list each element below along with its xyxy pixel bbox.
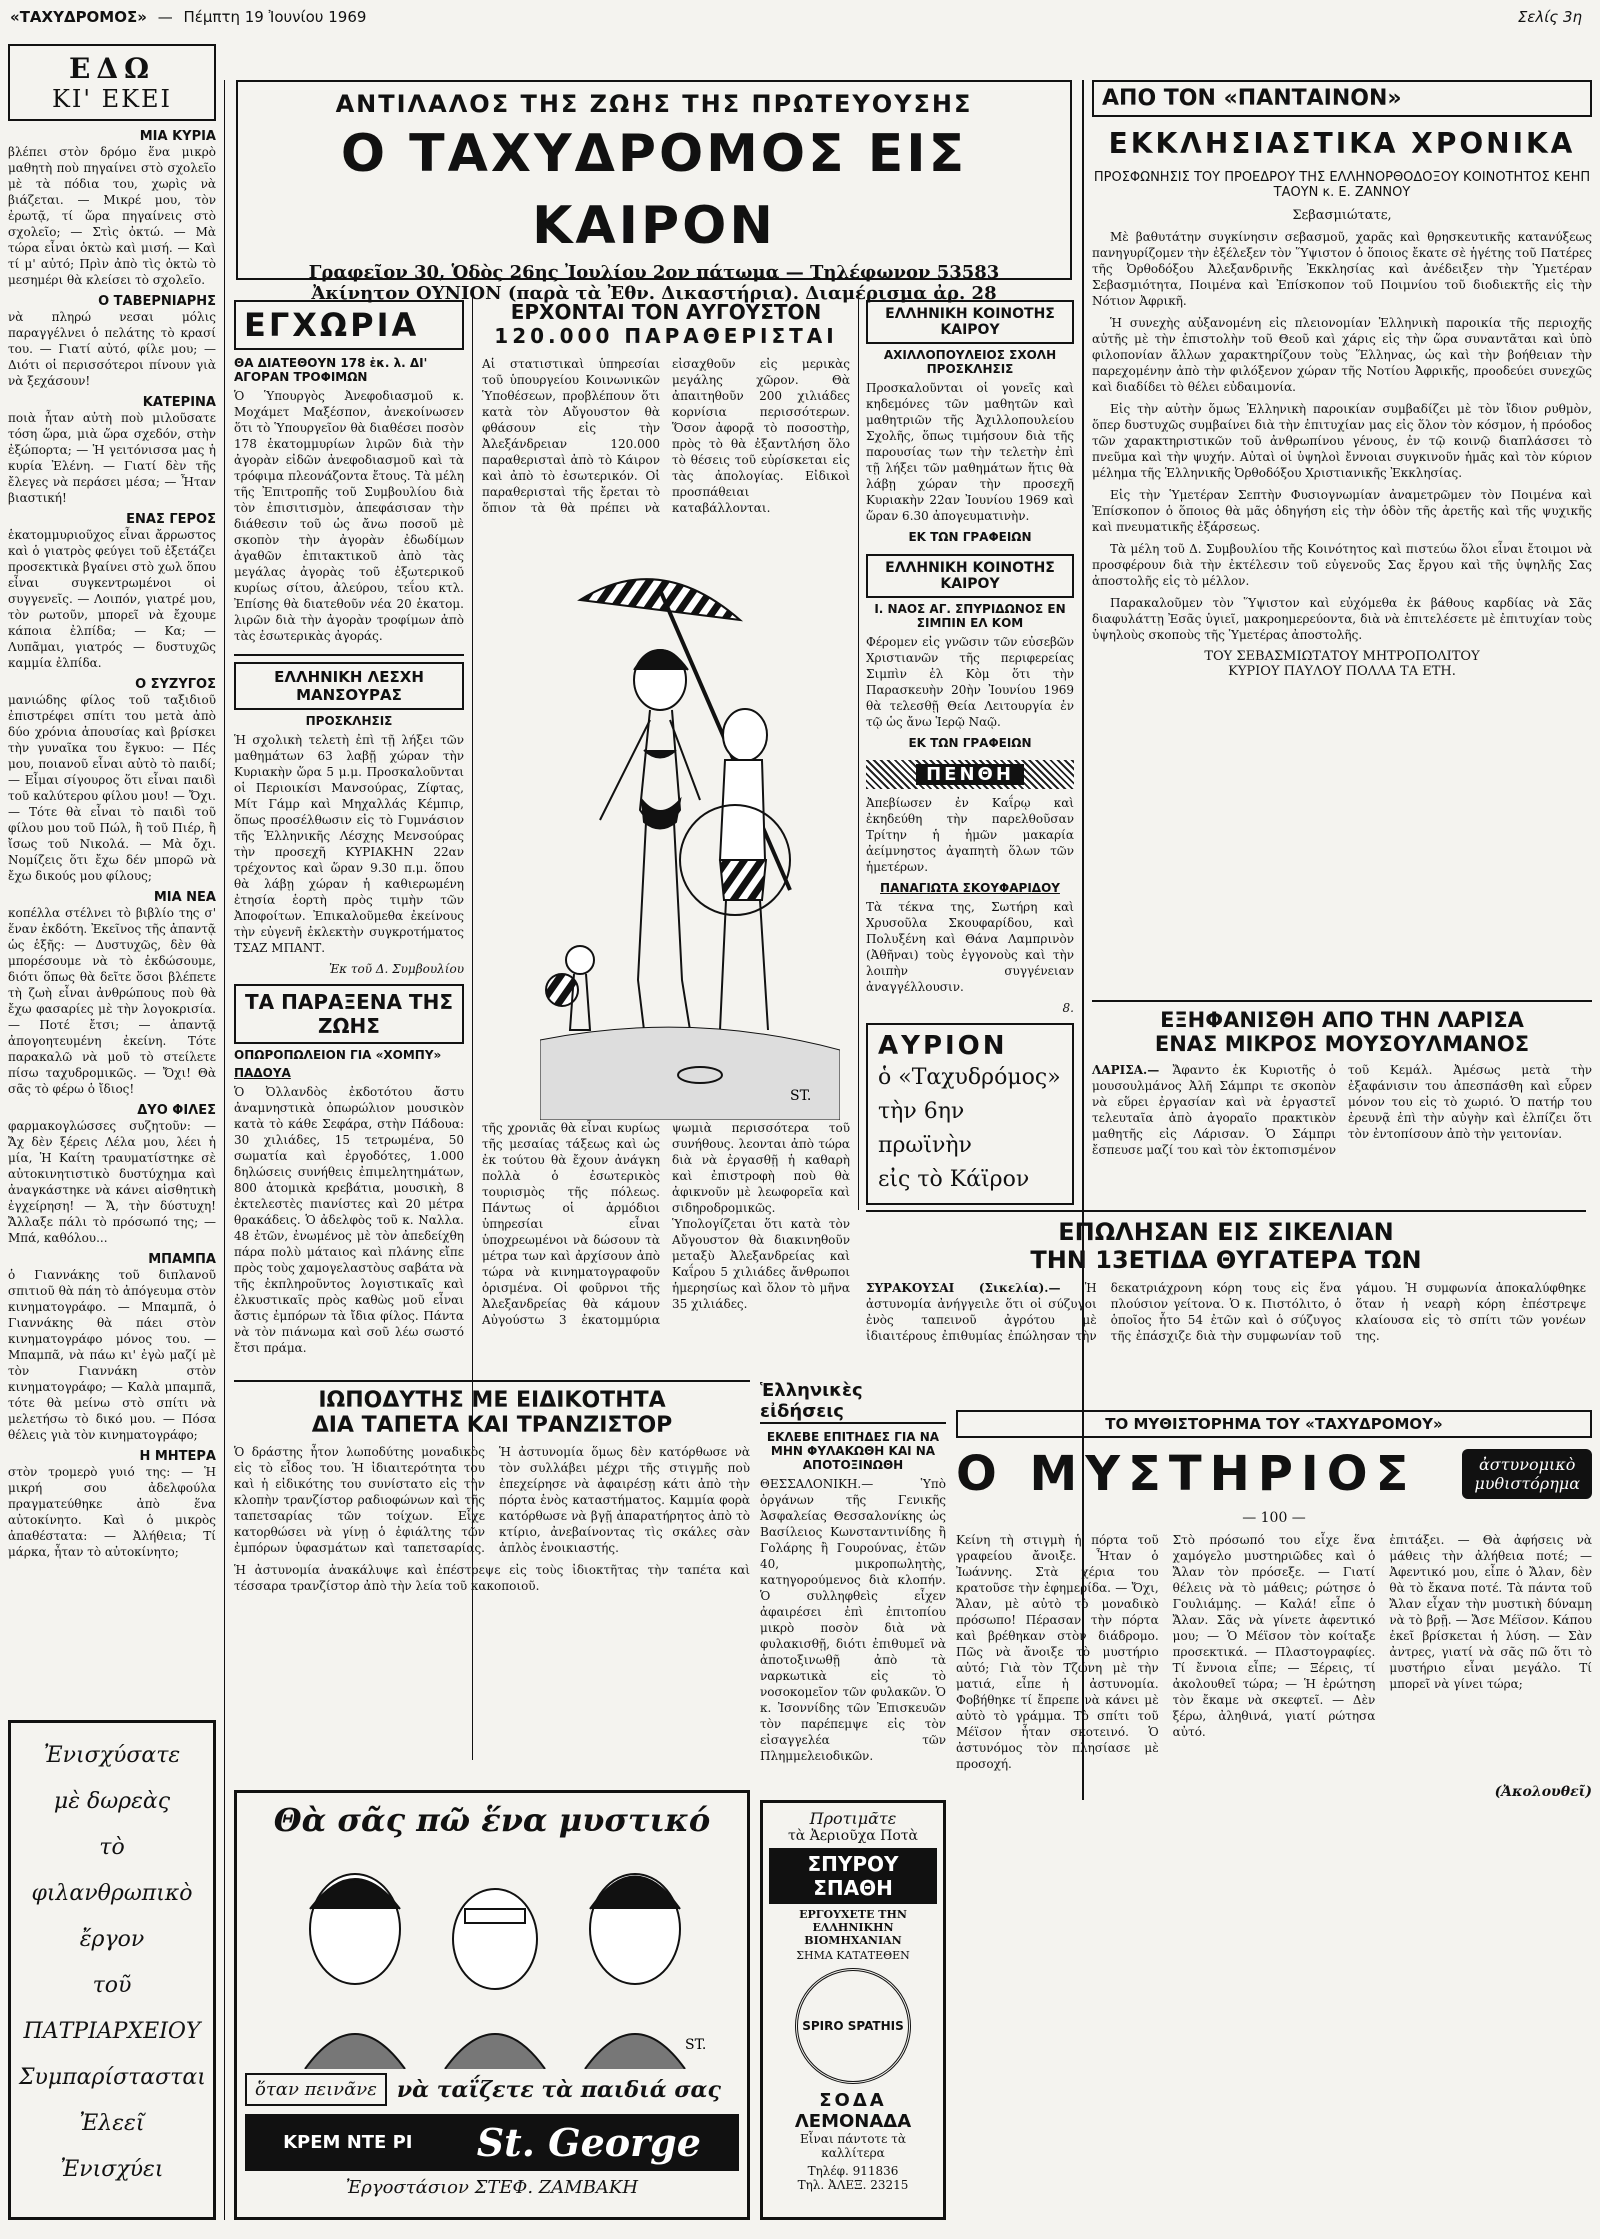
eda-title: ΕΔΩ (69, 52, 155, 85)
novel-genre-badge (1462, 1449, 1592, 1499)
novel-continued: (Ἀκολουθεῖ) (1494, 1784, 1592, 1800)
patriarchate-appeal (8, 1720, 216, 2220)
koinotis-sign-2: ΕΚ ΤΩΝ ΓΡΑΦΕΙΩΝ (908, 736, 1032, 750)
anecdote-text: νὰ πληρώ νεσαι μόλις παραγγέλνει ὁ πελάτης τὸ κρασί του. — Γιατί αὐτό, φίλε μου; — Διότι οἱ περισσότεροι πίνουν γιὰ νὰ ξεχάσουν! (8, 310, 216, 388)
child-figure (546, 946, 594, 1030)
anecdote-item (8, 677, 216, 884)
anecdotes-list (8, 129, 216, 1560)
greek-news-headline: ΕΚΛΕΒΕ ΕΠΙΤΗΔΕΣ ΓΙΑ ΝΑ ΜΗΝ ΦΥΛΑΚΩΘΗ ΚΑΙ ΝΑ ΑΠΟΤΟΞΙΝΩΘΗ (766, 1430, 940, 1472)
appeal-line: μὲ δωρεὰς (53, 1789, 171, 1814)
spathis-phone-1: Τηλέφ. 911836 (807, 2164, 899, 2178)
sicily-title-1: ΕΠΩΛΗΣΑΝ ΕΙΣ ΣΙΚΕΛΙΑΝ (1058, 1218, 1394, 1246)
mansoura-club-title: ΕΛΛΗΝΙΚΗ ΛΕΣΧΗ ΜΑΝΣΟΥΡΑΣ (234, 662, 464, 710)
spathis-seal-text: SPIRO SPATHIS (802, 2019, 904, 2033)
anecdote-item (8, 395, 216, 506)
novel-title: Ο ΜΥΣΤΗΡΙΟΣ (956, 1446, 1417, 1502)
larisa-title-1: ΕΞΗΦΑΝΙΣΘΗ ΑΠΟ ΤΗΝ ΛΑΡΙΣΑ (1160, 1008, 1524, 1032)
egchoria-heading (234, 300, 464, 350)
appeal-line: Συμπαρίστασται (19, 2065, 206, 2090)
holiday-title-1: ΕΡΧΟΝΤΑΙ ΤΟΝ ΑΥΓΟΥΣΤΟΝ (510, 300, 822, 324)
family-illustration (245, 1839, 741, 2069)
novel-columns (956, 1532, 1592, 1778)
sicily-body: Ἡ ἀστυνομία ἀνήγγειλε ὅτι οἱ σύζυγοι ἐνὸς ταπεινοῦ ἀγρότου μὲ ἰδιαιτέρους ἐπιθυμίας ἐπώλησαν τὴν δεκατριάχρονη κόρη τους εἰς ἕνα πλούσιον γείτονα. Ὁ κ. Πιστόλιτο, ὁ ὁποῖος ἦτο 54 ἐτῶν καὶ ὁ σύζυγος τῆς ἐπάσχιζε διὰ τὴν συμφωνίαν τοῦ γάμου. Ἡ συμφωνία ἀποκαλύφθηκε ὅταν ἡ νεαρὴ κόρη ἐπέστρεψε κλαίουσα εἰς τὸ σπίτι τῶν γονέων της. (866, 1281, 1586, 1343)
appeal-line: τὸ φιλανθρωπικὸ (31, 1835, 193, 1906)
koinotis-subtitle-1: ΑΧΙΛΛΟΠΟΥΛΕΙΟΣ ΣΧΟΛΗ ΠΡΟΣΚΛΗΣΙΣ (883, 348, 1057, 376)
tomorrow-title: ΑΥΡΙΟΝ (878, 1031, 1008, 1061)
appeal-line: Ἐνισχύσατε (43, 1743, 181, 1768)
novel-episode: — 100 — (1242, 1510, 1306, 1526)
ecclesiastical-paragraph: Τὰ μέλη τοῦ Δ. Συμβουλίου τῆς Κοινότητος καὶ πιστεύω ὅλοι εἶναι ἔτοιμοι νὰ προσφέρουν διὰ τὴν ἐκτέλεσιν τοῦ εὐγενοῦς Σας ἔργου καὶ τῆς ὑψηλῆς Σας ἀποστολῆς εἰς τὸ μέλλον. (1092, 542, 1592, 588)
koinotis-sign-1: ΕΚ ΤΩΝ ΓΡΑΦΕΙΩΝ (908, 530, 1032, 544)
pantainon-box (1092, 80, 1592, 117)
ecclesiastical-title: ΕΚΚΛΗΣΙΑΣΤΙΚΑ ΧΡΟΝΙΚΑ (1108, 127, 1576, 160)
koinotis-title-1: ΕΛΛΗΝΙΚΗ ΚΟΙΝΟΤΗΣ ΚΑΙΡΟΥ (866, 300, 1074, 344)
sicily-text (866, 1280, 1586, 1344)
spathis-ad (760, 1800, 946, 2220)
sand-ground (540, 1027, 840, 1120)
novel-column: Κείνη τὴ στιγμὴ ἡ πόρτα τοῦ γραφείου ἄνοιξε. Ἦταν ὁ Ἰωάννης. Στὰ χέρια του κρατοῦσε τὴν ἐφημερίδα. — Ὄχι, Ἄλαν, μὲ αὐτὸ τὸ μοναδικὸ πρόσωπο! Πέρασαν τὴν πόρτα καὶ βρέθηκαν στὸν διάδρομο. Πῶς νὰ ἄνοιξε τὸ μυστήριο αὐτό; Γιὰ τὸν Τζώνη μὲ τὴν ματιά, εἶπε ἡ ἀστυνομία. Φοβήθηκε τί ἔπρεπε νὰ κάνει μὲ αὐτὸ τὸ γράμμα. Τὸ σπίτι τοῦ Μέϊσον ἦταν σκοτεινό. Ὁ ἀστυνόμος τὸν πλησίασε μὲ προσοχή. (956, 1533, 1159, 1771)
ecclesiastical-paragraph: Μὲ βαθυτάτην συγκίνησιν σεβασμοῦ, χαρᾶς καὶ θρησκευτικῆς κατανύξεως πανηγυρίζομεν τὴν ἐξέλεξεν τὸν Ὕψιστον ὁ ὅποιος ἔκατε σὲ ἡγέτης τοῦ Πατέρες τῆς Ὀρθοδόξου Ἀλεξανδρινῆς Ἐκκλησίας καὶ ἀνέδειξεν τὴν Ὑμετέραν Σεβασμιότητα, Ποιμένα καὶ Ἐπίσκοπον τοῦ Ποιμνίου τοῦ διοδιεκτῆς εἰς τὴν Νότιον Ἀφρικῆ. (1092, 230, 1592, 308)
paraxena-place: ΠΑΔΟΥΑ (234, 1066, 291, 1080)
wallpaper-title-1: ΙΩΠΟΔΥΤΗΣ ΜΕ ΕΙΔΙΚΟΤΗΤΑ (318, 1388, 666, 1413)
appeal-line: τοῦ (92, 1973, 132, 1998)
novel-genre-1: ἀστυνομικὸ (1478, 1455, 1576, 1474)
masthead (236, 80, 1072, 304)
eda-ki-ekei-heading (8, 44, 216, 121)
larisa-body: Ἄφαντο ἐκ Κυριοτῆς ὁ μουσουλμάνος Ἀλῆ Σάμπρι τε σκοπὸν νὰ εὕρει ἐργασίαν καὶ νὰ ἐργαστεῖ τελευταῖα ἀπὸ ἀγοραῖο πρακτικὸν μαθητῆς εἰς Λάρισαν. Ὁ Σάμπρι ἔσπευσε μαζί του καὶ τὸν ἐκτοπισμένον τοῦ Κεμάλ. Ἀμέσως μετὰ τὴν ἐξαφάνισιν του ἀπεσπάσθη καὶ εὗρεν μόνον του εἰς τὸ χωριό. Ὁ πατήρ του ἐρευνᾷ ἐπὶ τὴν αὐγὴν καὶ ἐλπίζει ὅτι τὸν ἐντοπίσουν ἀπὸ τὴν γειτονίαν. (1092, 1063, 1592, 1157)
appeal-line: ἔργον (79, 1927, 145, 1952)
ki-ekei-title: ΚΙ' ΕΚΕΙ (51, 85, 173, 113)
paraxena-subtitle: ΟΠΩΡΟΠΩΛΕΙΟΝ ΓΙΑ «ΧΟΜΠΥ» (234, 1048, 442, 1062)
spathis-trademark: ΣΗΜΑ ΚΑΤΑΤΕΘΕΝ (796, 1949, 910, 1962)
greek-news (760, 1380, 946, 1770)
koinotis-subtitle-2: Ι. ΝΑΟΣ ΑΓ. ΣΠΥΡΙΔΩΝΟΣ ΕΝ ΣΙΜΠΙΝ ΕΛ ΚΟΜ (874, 602, 1066, 630)
greek-news-text: ΘΕΣΣΑΛΟΝΙΚΗ.— Ὑπὸ ὀργάνων τῆς Γενικῆς Ἀσφαλείας Θεσσαλονίκης ὡς Βασίλειος Κωνσταντινίδης ἢ Γολάρης ἢ Γουρούνας, ἐτῶν 40, μικροπωλητὴς, κατηγορούμενος διὰ κλοπήν. Ὁ συλληφθεὶς εἶχεν ἀφαιρέσει ἐπὶ ἐπιτοπίου μικρὸ ποσὸν διὰ νὰ φυλακισθῇ, διότι ἐπιθυμεῖ νὰ ἀποτοξινωθῇ ἀπὸ τὰ ναρκωτικὰ εἰς τὸ νοσοκομεῖον τῶν φυλακῶν. Ὁ κ. Ἰσοννίδης τῶν Ἐπισκευῶν τὸν παρέπεμψε εἰς τὸν εἰσαγγελέα τῶν Πλημμελειοδικῶν. (760, 1477, 946, 1763)
spathis-product-1: ΣΟΔΑ (819, 2090, 887, 2111)
appeal-line: ΠΑΤΡΙΑΡΧΕΙΟΥ (23, 2019, 201, 2044)
anecdote-heading: Η ΜΗΤΕΡΑ (139, 1449, 216, 1464)
novel-genre-2: μυθιστόρημα (1474, 1474, 1580, 1493)
ecclesiastical-intro: ΠΡΟΣΦΩΝΗΣΙΣ ΤΟΥ ΠΡΟΕΔΡΟΥ ΤΗΣ ΕΛΛΗΝΟΡΘΟΔΟΞΟΥ ΚΟΙΝΟΤΗΤΟΣ ΚΕΗΠ ΤΑΟΥΝ κ. Ε. ΖΑΝΝΟΥ (1093, 170, 1591, 200)
column-4 (866, 300, 1074, 1205)
novel-overline: ΤΟ ΜΥΘΙΣΤΟΡΗΜΑ ΤΟΥ «ΤΑΧΥΔΡΟΜΟΥ» (956, 1410, 1592, 1438)
penthi-heading (866, 760, 1074, 789)
page-marker: Σελίς 3η (1517, 8, 1582, 26)
column-1 (8, 44, 216, 1566)
egchoria-intro: ΘΑ ΔΙΑΤΕΘΟΥΝ 178 ἑκ. λ. ΔΙ' ΑΓΟΡΑΝ ΤΡΟΦΙΜΩΝ (234, 356, 428, 384)
mansoura-club-sign: Ἐκ τοῦ Δ. Συμβουλίου (328, 962, 464, 976)
illustration-signature: ST. (790, 1088, 812, 1104)
egchoria-text: Ὁ Ὑπουργὸς Ἀνεφοδιασμοῦ κ. Μοχάμετ Μαξέσπον, ἀνεκοίνωσεν ὅτι τὸ Ὑπουργεῖον θὰ διαθέσει ποσὸν 178 ἑκατομμυρίων λιρῶν διὰ τὴν ἀγορὰν εἰδῶν ἀνεφοδιασμοῦ καὶ τὰ τρόφιμα πλεονάζοντα ἔτους. Τὰ μέλη τῆς Ἐπιτροπῆς τοῦ Συμβουλίου διὰ τὸν ἐπισιτισμὸν, ἀπεφάσισαν τὴν διάθεσιν τοῦ ὡς ἄνω ποσοῦ μὲ σκοπὸν τὴν ἀγορὰν ἐδωδίμων ἀγαθῶν ἐπιτακτικοῦ ἀπὸ τὰς μεγάλας ἀγορὰς τοῦ ἐξωτερικοῦ κυρίως σίτου, ἀλεύρου, τεΐου κτλ. Ἐπίσης θὰ διατεθοῦν νέα 20 ἑκατομ. λιρῶν διὰ τὴν ἀγορὰν τροφίμων ἀπὸ τὰς ἐσωτερικὰς ἀγοράς. (234, 389, 464, 643)
column-2 (234, 300, 464, 1362)
wallpaper-text: Ὁ δράστης ἦτον λωποδύτης μοναδικὸς εἰς τὸ εἶδος του. Ἡ ἰδιαιτερότητα του καὶ ἡ εἰδικότης του συνίστατο εἰς τὴν κλοπὴν τρανζίστορ ραδιοφώνων καὶ τῆς ταπετσαρίας τῶν τοίχων. Εἶχε κατορθώσει νὰ γίνῃ ὁ ἐφιάλτης τῶν ἐμπόρων ὑφασμάτων καὶ ταπετσαρίας. Ἡ ἀστυνομία ὅμως δὲν κατόρθωσε νὰ τὸν συλλάβει μέχρι τῆς στιγμῆς ποὺ ἐπεχείρησε νὰ ἀφαιρέσῃ κάτι ἀπὸ τὴν πόρτα ἑνὸς καταστήματος. Καμμία φορὰ κατόρθωσε νὰ βγῇ ἀπαρατήρητος ἀπὸ τὸ κτίριο, ἀνεβαίνοντας τὶς σκάλες σὰν ἀπλὸς ἐνοικιαστής. (234, 1445, 750, 1555)
spathis-phone-2: Τηλ. ἈΛΕΞ. 23215 (797, 2178, 909, 2192)
anecdote-heading: ΜΠΑΜΠΑ (148, 1252, 216, 1267)
deceased-name: ΠΑΝΑΓΙΩΤΑ ΣΚΟΥΦΑΡΙΔΟΥ (880, 881, 1060, 895)
woman-figure (600, 650, 700, 1030)
holiday-lower-paragraph: τῆς χρονιᾶς θὰ εἶναι κυρίως τῆς μεσαίας τάξεως καὶ ὡς ἐκ τούτου θὰ ἔχουν ἀνάγκη πολλὰ ὁ ἐσωτερικὸς τουρισμὸς τῆς πόλεως. Πάντως οἱ ἀρμόδιοι ὑπηρεσίαι εἶναι ὑποχρεωμένοι νὰ δώσουν τὰ μέτρα των καὶ ἀρχίσουν ἀπὸ τώρα νὰ κινηματογραφοῦν ὁρισμένα. Οἱ φοῦρνοι τῆς Ἀλεξανδρείας θὰ κάμουν Αὐγούστω 3 ἑκατομμύρια ψωμιὰ περισσότερα τοῦ συνήθους. λεονται ἀπὸ τώρα διὰ νὰ ἐργασθῇ ἡ καθαρὴ καὶ ἐπιστροφὴ ποὺ θὰ ἀφικνοῦν μὲ λεωφορεῖα καὶ σιδηροδρομικῶς. Ὑπολογίζεται ὅτι κατὰ τὸν Αὔγουστον θὰ διακινηθοῦν μεταξὺ Ἀλεξανδρείας καὶ Καΐρου 5 χιλιάδες ἄνθρωποι ἡμερησίως καὶ ὅλον τὸ μῆνα 35 χιλιάδες. (482, 1121, 850, 1327)
anecdote-text: στὸν τρομερὸ γυιό της: — Ἡ μικρή σου ἀδελφούλα πραγματεύθηκε ἀπὸ ἕνα αὐτοκίνητο. Καὶ ὁ μικρὸς ἀπαθέστατα: — Ἀλήθεια; Τί μάρκα, ἦταν τὸ αὐτοκίνητο; (8, 1465, 216, 1559)
paraxena-text: Ὁ Ὀλλανδὸς ἐκδοτότου ἄστυ ἀναμνηστικὰ ὀπωρώλιον μουσικὸν κατὰ τὸ κάθε Σεφάρα, στὴν Πάδουα: 30 χιλιάδες, 15 τετρωμένα, 50 σωματία καὶ ἐργοδότες, 1.000 δηλώσεις συνήθεις ἐπιμελητημάτων, 800 ἀτομικὰ κρεβάτια, μουσικὴ, 8 ἐκτελεστὲς πιανίστες καὶ 20 μέτρα θρακάδεις. Ὁ ἀδελφὸς τοῦ κ. Ναλλα. 48 ἐτῶν, ἐνωμένος μὲ τὸν ἀπεδείχθη πάρα πολὺ μάταιος καὶ πλάνης εἴπε πρὸς τοὺς χαμογελαστὸυς σαβάτα νὰ τῆς ἐκπληροῦντος λογιστικαῖς καὶ ἐλκυστικαῖς πρὸς καθὼς μοῦ εἶναι ἄστις ἐμπόρων τὰ ἴδια φίλος. Πάντα νὰ τὸν πιάνωμα καὶ σοῦ λέω σωστό ἔτσι πράμα. (234, 1085, 464, 1355)
closing-line-1: ΤΟΥ ΣΕΒΑΣΜΙΩΤΑΤΟΥ ΜΗΤΡΟΠΟΛΙΤΟΥ (1204, 649, 1480, 664)
mansoura-club-subtitle: ΠΡΟΣΚΛΗΣΙΣ (305, 714, 393, 728)
anecdote-item (8, 890, 216, 1097)
st-george-title: Θὰ σᾶς πῶ ἕνα μυστικό (273, 1801, 711, 1839)
anecdote-item (8, 512, 216, 671)
tomorrow-line: τὴν 6ην πρωϊνὴν (878, 1099, 972, 1158)
spathis-line-1: Προτιμᾶτε (809, 1809, 897, 1828)
anecdote-heading: ΜΙΑ ΝΕΑ (153, 890, 216, 905)
wallpaper-title-2: ΔΙΑ ΤΑΠΕΤΑ ΚΑΙ ΤΡΑΝΖΙΣΤΟΡ (311, 1413, 673, 1438)
anecdote-text: κοπέλλα στέλνει τὸ βιβλίο της σ' ἕναν ἐκδότη. Ἐκεῖνος τῆς ἀπαντᾷ ὡς ἑξῆς: — Δυστυχῶς, δὲν θὰ μπορέσουμε νὰ τὸ ἐκδώσουμε, διότι ὅπως θὰ δεῖτε ὅσοι βλέπετε τὴ ζωὴ εἶναι ἀνθρώπους ποὺ θὰ ἔχω φασαρίες μὲ τὴν λογοκρισία. — Ποτέ ἔτσι; — ἀπαντᾷ ἀπογοητευμένη ἐκείνη. Τότε παρακαλῶ νὰ μοῦ τὸ στείλετε πίσω ταχυδρομικῶς. — Ὄχι! Θὰ σᾶς τὸ φέρω ὁ ἴδιος! (8, 906, 216, 1096)
beach-couple-illustration (540, 560, 840, 1120)
anecdote-item (8, 1449, 216, 1560)
spathis-tag-1: ΕΡΓΟΥΧΕΤΕ ΤΗΝ (799, 1908, 907, 1921)
anecdote-text: βλέπει στὸν δρόμο ἕνα μικρὸ μαθητὴ ποὺ πηγαίνει στὸ σχολεῖο μὲ τὰ πόδια του, χωρὶς νὰ βιάζεται. — Μικρέ μου, τὸν ἐρωτᾷ, τί ὥρα πηγαίνεις στὸ σχολεῖο; — Στὶς ὀκτώ. — Μὰ τώρα εἶναι ὀκτὼ καὶ μισή. — Καὶ τί μ' αὐτό; Πρὶν ἀπὸ τὶς ὀκτὼ τὸ μεσημέρι θὰ κλείσει τὸ σχολεῖο. (8, 145, 216, 287)
spathis-tag-2: ΕΛΛΗΝΙΚΗΝ ΒΙΟΜΗΧΑΝΙΑΝ (804, 1921, 902, 1947)
koinotis-text-1: Προσκαλοῦνται οἱ γονεῖς καὶ κηδεμόνες τῶν μαθητῶν καὶ μαθητριῶν τῆς Ἀχιλλοπουλείου Σχολῆς, ὅπως τιμήσουν διὰ τῆς παρουσίας των τὴν τελετὴν ἐπὶ τῇ λήξει τῶν μαθημάτων ἥτις θὰ λάβῃ χώραν τὴν προσεχῆ Κυριακὴν 22αν Ἰουνίου 1969 καὶ ὥραν 6.30 ἀπογευματινὴν. (866, 381, 1074, 523)
larisa-place: ΛΑΡΙΣΑ.— (1092, 1063, 1160, 1077)
paper-name: «ΤΑΧΥΔΡΟΜΟΣ» (10, 8, 147, 26)
tomorrow-line: εἰς τὸ Κάϊρον (878, 1167, 1030, 1192)
anecdote-heading: Ο ΤΑΒΕΡΝΙΑΡΗΣ (98, 294, 216, 309)
beach-illustration (540, 560, 840, 1120)
mansoura-club-box (234, 654, 464, 976)
anecdote-item (8, 1252, 216, 1443)
st-george-maker: Ἐργοστάσιον ΣΤΕΦ. ΖΑΜΒΑΚΗ (345, 2177, 639, 2198)
ecclesiastical-salutation: Σεβασμιώτατε, (1292, 208, 1392, 223)
penthi-title: ΠΕΝΘΗ (916, 764, 1024, 785)
spathis-slogan: Εἶναι πάντοτε τὰ καλλίτερα (800, 2132, 906, 2160)
mansoura-club-text: Ἡ σχολικὴ τελετὴ ἐπὶ τῇ λήξει τῶν μαθημάτων 63 λαβῇ χώραν τὴν Κυριακὴν ὥρα 5 μ.μ. Προσκαλοῦνται οἱ Περιοικίσι Μανσούρας, Ζίφτας, Μίτ Γάμρ καὶ Μηχαλλάς Κέμπιρ, ὅπως προσέλθωσιν εἰς τὸ Γυμνάσιον τῆς Ἑλληνικῆς Λέσχης Μενσούρας τὴν προσεχῆ ΚΥΡΙΑΚΗΝ 22αν τρέχοντος καὶ ὥραν 9.30 π.μ. ὅπου θὰ λάβῃ χώραν ἡ καθιερωμένη ἐτησία ἑορτὴ πρὸς τιμὴν τῶν Ἀποφοίτων. Ἐπικαλοῦμεθα ἐκείνους τὴν εὐγενῆ ἐκλεκτὴν συγκροτήματος ΤΣΑΖ ΜΠΑΝΤ. (234, 733, 464, 955)
spathis-seal (795, 1968, 911, 2084)
tomorrow-line: ὁ «Ταχυδρόμος» (878, 1065, 1061, 1090)
ecclesiastical-paragraph: Ἡ συνεχὴς αὐξανομένη εἰς πλειονομίαν Ἑλληνικὴ παροικία τῆς περιοχῆς αὐτῆς μὲ τὴν ἐπιστολὴν τοῦ Θεοῦ καὶ χάρις εἰς τὴν ὥρα συναντᾶται καὶ ὑπὸ φιλοπονίαν ἄλλων χαρακτηρίζουν τοὺς Ἕλληνας, ὡς καὶ τὴν βοήθειαν τὴν παρεχομένην ἀπὸ τὴν φιλόξενον χώραν τῆς Νοτίου Ἀφρικῆς, προοδεύει συνεχῶς καὶ διαδίδει τὸ θέλει εὐδαιμονία. (1092, 316, 1592, 394)
novel-column: Στὸ πρόσωπό του εἶχε ἕνα χαμόγελο μυστηριῶδες καὶ ὁ Ἄλαν τὸν πρόσεξε. — Γιατί θέλεις νὰ τὸ μάθεις; ρώτησε ὁ Γουλιάμης. — Καλά! εἶπε ὁ Ἄλαν. Σᾶς νὰ γίνετε ἀφεντικό μου; — Ὁ Μέϊσον τὸν κοίταξε προσεκτικά. — Πλαστογραφίες. Τί ἔννοια εἶπε; — Ξέρεις, τί ἀκολουθεῖ τώρα; — Ἡ ἐρώτηση τὸν ἔκαμε νὰ σκεφτεῖ. — Δὲν ξέρω, ἀληθινά, γιατί ρώτησα αὐτό. (1172, 1533, 1376, 1739)
spathis-product-2: ΛΕΜΟΝΑΔΑ (794, 2111, 912, 2132)
sicily-title-2: ΤΗΝ 13ΕΤΙΔΑ ΘΥΓΑΤΕΡΑ ΤΩΝ (1030, 1246, 1422, 1274)
st-george-brand: St. George (476, 2120, 701, 2165)
anecdote-text: ἑκατομμυριοῦχος εἶναι ἄρρωστος καὶ ὁ γιατρὸς φεύγει τοῦ ἐξετάζει προσεκτικὰ βγαίνει στὸ χωλ ὅπου εἶναι συγκεντρωμένοι οἱ συγγενεῖς. — Λοιπόν, γιατρέ μου, τὸν ρωτοῦν, μπορεῖ νὰ ἔχουμε κάποια ἐλπίδα; — Κα; — Λυπᾶμαι, γιατρός — δυστυχῶς καμμία ἐλπίδα. (8, 528, 216, 670)
larisa-article (1092, 1000, 1592, 1164)
holiday-lower-text (482, 1120, 850, 1334)
spathis-brand: ΣΠΥΡΟΥ ΣΠΑΘΗ (769, 1848, 937, 1904)
anecdote-heading: ΚΑΤΕΡΙΝΑ (142, 395, 216, 410)
anecdote-text: φαρμακογλώσσες συζητοῦν: — Ἄχ δὲν ξέρεις Λέλα μου, λέει ἡ μία, Ἡ Καίτη τραυματίστηκε σὲ αὐτοκινητιστικὸ δυστύχημα καὶ ἀναγκάστηκε νὰ κάνει αἰσθητικὴ ἐγχείρηση! — Ἄ, τὴν δύστυχη! Ἄλλαξε πάλι τὸ πρόσωπό της; — Μπά, καθόλου... (8, 1119, 216, 1245)
holiday-text: Αἱ στατιστικαὶ ὑπηρεσίαι τοῦ ὑπουργείου Κοινωνικῶν Ὑποθέσεων, προβλέπουν ὅτι κατὰ τὸν Αὔγουστον θὰ φθάσουν εἰς τὴν Ἀλεξάνδρειαν 120.000 παραθερισταὶ ἀπὸ τὸ Κάιρον καὶ ἀπὸ τὸ ἐσωτερικόν. Οἱ παραθερισταὶ τῆς ἔρεται τὸ ὅπιον τὰ θὰ πρέπει νὰ εἰσαχθοῦν εἰς μερικὰς μεγάλης χῶρον. Θὰ ἀπαιτηθοῦν 200 χιλιάδες κορνίσια περισσότερων. Ὅσον ἀφορᾷ τὸ ποσοστὴρ, πρὸς τὸ θὰ ἐξαντλήση ὅλο τὸ θέσεις τοῦ εὐρίσκεται εἰς τὰς ἀπολογίας. Εἰδικοὶ προσπάθειαι καταβάλλονται. (482, 357, 850, 515)
closing-line-2: ΚΥΡΙΟΥ ΠΑΥΛΟΥ ΠΟΛΛΑ ΤΑ ΕΤΗ. (1228, 664, 1456, 679)
appeal-line: Ἐλεεῖ (79, 2111, 145, 2136)
anecdote-text: μανιώδης φίλος τοῦ ταξιδιοῦ ἐπιστρέφει σπίτι του μετὰ ἀπὸ δύο χρόνια ἀπουσίας καὶ βρίσκει τὴν γυναῖκα του ἔγκυο: — Πές μου, ποιανοῦ εἶναι αὐτὸ τὸ παιδί; — Εἶμαι σίγουρος ὅτι εἶναι παιδὶ τοῦ καλύτερου φίλου μου! — Ὄχι. — Τότε θὰ εἶναι τὸ παιδὶ τοῦ φίλου μου τοῦ Πώλ, ἢ τοῦ Πιέρ, ἢ ἴσως τοῦ Νικολά. — Μὰ ὄχι. Νομίζεις ὅτι ἔχω δέν μπορῶ νὰ ἔχω δικούς μου φίλους; (8, 693, 216, 883)
st-george-badge: ὅταν πεινᾶνε (245, 2073, 387, 2106)
masthead-supertitle: ΑΝΤΙΛΑΛΟΣ ΤΗΣ ΖΩΗΣ ΤΗΣ ΠΡΩΤΕΥΟΥΣΗΣ (335, 90, 973, 118)
paraxena-title: ΤΑ ΠΑΡΑΞΕΝΑ ΤΗΣ ΖΩΗΣ (234, 984, 464, 1044)
st-george-ad (234, 1790, 750, 2220)
novel-column: ἐπιτάξει. — Θὰ ἀφήσεις νὰ μάθεις τὴν ἀλήθεια ποτέ; — Ἀφεντικό μου, εἶπε ὁ Ἄλαν, δὲν θὰ τὸ ἔκανα ποτέ. Τὰ πάντα τοῦ Ἄλαν εἶχαν τὴν μυστικὴ δύναμη νὰ τὸ βρῇ. — Ἄσε Μέϊσον. Κάπου ἐκεῖ βρίσκεται ἡ λύση. — Σὰν ἀντρες, γιατί νὰ σᾶς πῶ ὅτι τὸ μυστήριο εἶναι μεγάλο. Τί μπορεῖ νὰ γίνει τώρα; (1389, 1533, 1593, 1691)
anecdote-heading: ΔΥΟ ΦΙΛΕΣ (137, 1103, 216, 1118)
koinotis-text-2: Φέρομεν εἰς γνῶσιν τῶν εὐσεβῶν Χριστιανῶν τῆς περιφερείας Σιμπὶν ἐλ Κὸμ ὅτι τὴν Παρασκευὴν 20ὴν Ἰουνίου 1969 θὰ τελεσθῇ Θεία Λειτουργία ἐν τῷ ὡς ἄνω Ἱερῷ Ναῷ. (866, 635, 1074, 729)
koinotis-title-2: ΕΛΛΗΝΙΚΗ ΚΟΙΝΟΤΗΣ ΚΑΙΡΟΥ (866, 554, 1074, 598)
issue-date: Πέμπτη 19 Ἰουνίου 1969 (183, 8, 367, 26)
masthead-line-2: Ἀκίνητον ΟΥΝΙΟΝ (παρὰ τὰ Ἐθν. Δικαστήρια). Διαμέρισμα ἀρ. 28 (311, 283, 997, 304)
anecdote-heading: ΜΙΑ ΚΥΡΙΑ (139, 129, 216, 144)
wallpaper-article (234, 1380, 750, 1600)
spathis-line-2: τὰ Ἀεριοῦχα Ποτὰ (788, 1828, 918, 1844)
anecdote-item (8, 129, 216, 288)
wallpaper-right-text: Ἡ ἀστυνομία ἀνακάλυψε καὶ ἐπέστρεψε εἰς τοὺς ἰδιοκτῆτας τὴν ταπέτα καὶ τέσσαρα τρανζίστορ ἀπὸ τὴν λεία τοῦ κακοποιοῦ. (234, 1563, 750, 1593)
koinotis-box-1 (866, 300, 1074, 544)
anecdote-item (8, 1103, 216, 1246)
ad-signature: ST. (685, 2037, 707, 2053)
ecclesiastical-paragraph: Εἰς τὴν αὐτὴν ὅμως Ἑλληνικὴ παροικίαν συμβαδίζει μὲ τὸν ἴδιον ρυθμὸν, ὅπερ δυστυχῶς συμβαίνει διὰ τὴν ἐπιτυχίαν μας εἰς ὅλον τὸν κόσμον, ἡ πρόοδος τῶν χαρακτηριστικῶν τοῦ ἀνθρωπίνου γένους, ἐν τῷ κοινῷ διαπλάσσει τὸ πνεῦμα καὶ τὴν ψυχήν. Αὐταὶ οἱ ὑψηλοὶ ἔννοιαι συγκινοῦν ἡμᾶς καὶ τὸν κύριον μέλημα τῆς Ἑλληνικῆς Ὀρθοδόξου Χριστιανικῆς Ἐκκλησίας. (1092, 402, 1592, 480)
penthi-text: Ἀπεβίωσεν ἐν Καΐρῳ καὶ ἐκηδεύθη τὴν παρελθοῦσαν Τρίτην ἡ ἡμῶν μακαρία ἀείμνηστος ἀγαπητὴ ὅλων τῶν ἡμετέρων. (866, 796, 1074, 874)
appeal-line: Ἐνισχύει (60, 2157, 164, 2182)
tomorrow-box (866, 1023, 1074, 1205)
masthead-line-1: Γραφεῖον 30, Ὁδὸς 26ης Ἰουλίου 2ον πάτωμα — Τηλέφωνον 53583 (308, 262, 1000, 283)
larisa-text (1092, 1062, 1592, 1158)
anecdote-item (8, 294, 216, 389)
deceased-text: Τὰ τέκνα της, Σωτήρη καὶ Χρυσοῦλα Σκουφαρίδου, καὶ Πολυξένη καὶ Θάνα Λαμπρινὸν (Ἀθῆναι) τοὺς ἐγγονοὺς καὶ τὴν λοιπὴν συγγένειαν ἀναγγέλλουσιν. (866, 900, 1074, 994)
paper-header: «ΤΑΧΥΔΡΟΜΟΣ» — Πέμπτη 19 Ἰουνίου 1969 Σελίς 3η (10, 8, 1582, 26)
egchoria-title: ΕΓΧΩΡΙΑ (244, 306, 420, 344)
koinotis-box-2 (866, 554, 1074, 750)
novel-section (956, 1410, 1592, 1800)
st-george-tagline: νὰ ταΐζετε τὰ παιδιά σας (396, 2076, 721, 2103)
anecdote-heading: ΕΝΑΣ ΓΕΡΟΣ (126, 512, 216, 527)
sicily-article (866, 1210, 1586, 1350)
column-5 (1092, 80, 1592, 679)
ecclesiastical-paragraphs (1092, 229, 1592, 643)
ecclesiastical-paragraph: Εἰς τὴν Ὑμετέραν Σεπτὴν Φυσιογνωμίαν ἀναμετρῶμεν τὸν Ποιμένα καὶ Ἐπίσκοπον ὁ ὅποιος θὰ μᾶς ὁδηγήση εἰς τὴν ὁδὸν τῆς ἀρετῆς καὶ τῆς ψυχικῆς καὶ πνευματικῆς ἐξάρσεως. (1092, 488, 1592, 534)
anecdote-text: ποιὰ ἦταν αὐτὴ ποὺ μιλοῦσατε τόση ὥρα, μιὰ ὥρα σχεδόν, στὴν ἐξώπορτα; — Ἡ γειτόνισσα μας ἡ κυρία Ἐλένη. — Γιατί δὲν τῆς ἔλεγες νὰ περάσει μέσα; — Ἦταν βιαστική! (8, 411, 216, 505)
paraxena-box (234, 984, 464, 1356)
st-george-product: ΚΡΕΜ ΝΤΕ ΡΙ (283, 2132, 413, 2153)
pantainon-title: ΑΠΟ ΤΟΝ «ΠΑΝΤΑΙΝΟΝ» (1102, 86, 1402, 111)
anecdote-text: ὁ Γιαννάκης τοῦ διπλανοῦ σπιτιοῦ θὰ πάη τὸ ἀπόγευμα στὸν κινηματογράφο. — Μπαμπᾶ, ὁ Γιαννάκης θὰ πάει στὸν κινηματογράφο μόνος του. — Μπαμπᾶ, νὰ πάω κι' ἐγὼ μαζί μὲ τὸν Γιαννάκη στὸν κινηματογράφο; — Καλὰ μπαμπᾶ, τότε θὰ μείνω στὸ σπίτι νὰ μελετήσω τὸ δικό μου. — Πόσα θέλεις γιὰ τὸν κινηματογράφο; (8, 1268, 216, 1442)
ecclesiastical-paragraph: Παρακαλοῦμεν τὸν Ὕψιστον καὶ εὐχόμεθα ἐκ βάθους καρδίας νὰ Σᾶς διαφυλάττῃ Ἐσᾶς ὑγιεῖ, μακροημερεύοντα, διὰ νὰ ἐπιτελέσετε μὲ ἐπιτυχίαν τοὺς ὑψηλοὺς σκοποὺς τῆς Ὑμετέρας ἀποστολῆς. (1092, 596, 1592, 642)
greek-news-title: Ἑλληνικὲς εἰδήσεις (760, 1380, 946, 1424)
column-3 (482, 300, 850, 522)
masthead-title: Ο ΤΑΧΥΔΡΟΜΟΣ ΕΙΣ ΚΑΙΡΟΝ (340, 124, 968, 256)
holiday-title-2: 120.000 ΠΑΡΑΘΕΡΙΣΤΑΙ (494, 324, 838, 348)
man-figure (680, 709, 790, 1030)
larisa-title-2: ΕΝΑΣ ΜΙΚΡΟΣ ΜΟΥΣΟΥΛΜΑΝΟΣ (1154, 1032, 1530, 1056)
anecdote-heading: Ο ΣΥΖΥΓΟΣ (135, 677, 216, 692)
sicily-place: ΣΥΡΑΚΟΥΣΑΙ (Σικελία).— (866, 1281, 1061, 1295)
deceased-sign: 8. (1062, 1001, 1074, 1015)
